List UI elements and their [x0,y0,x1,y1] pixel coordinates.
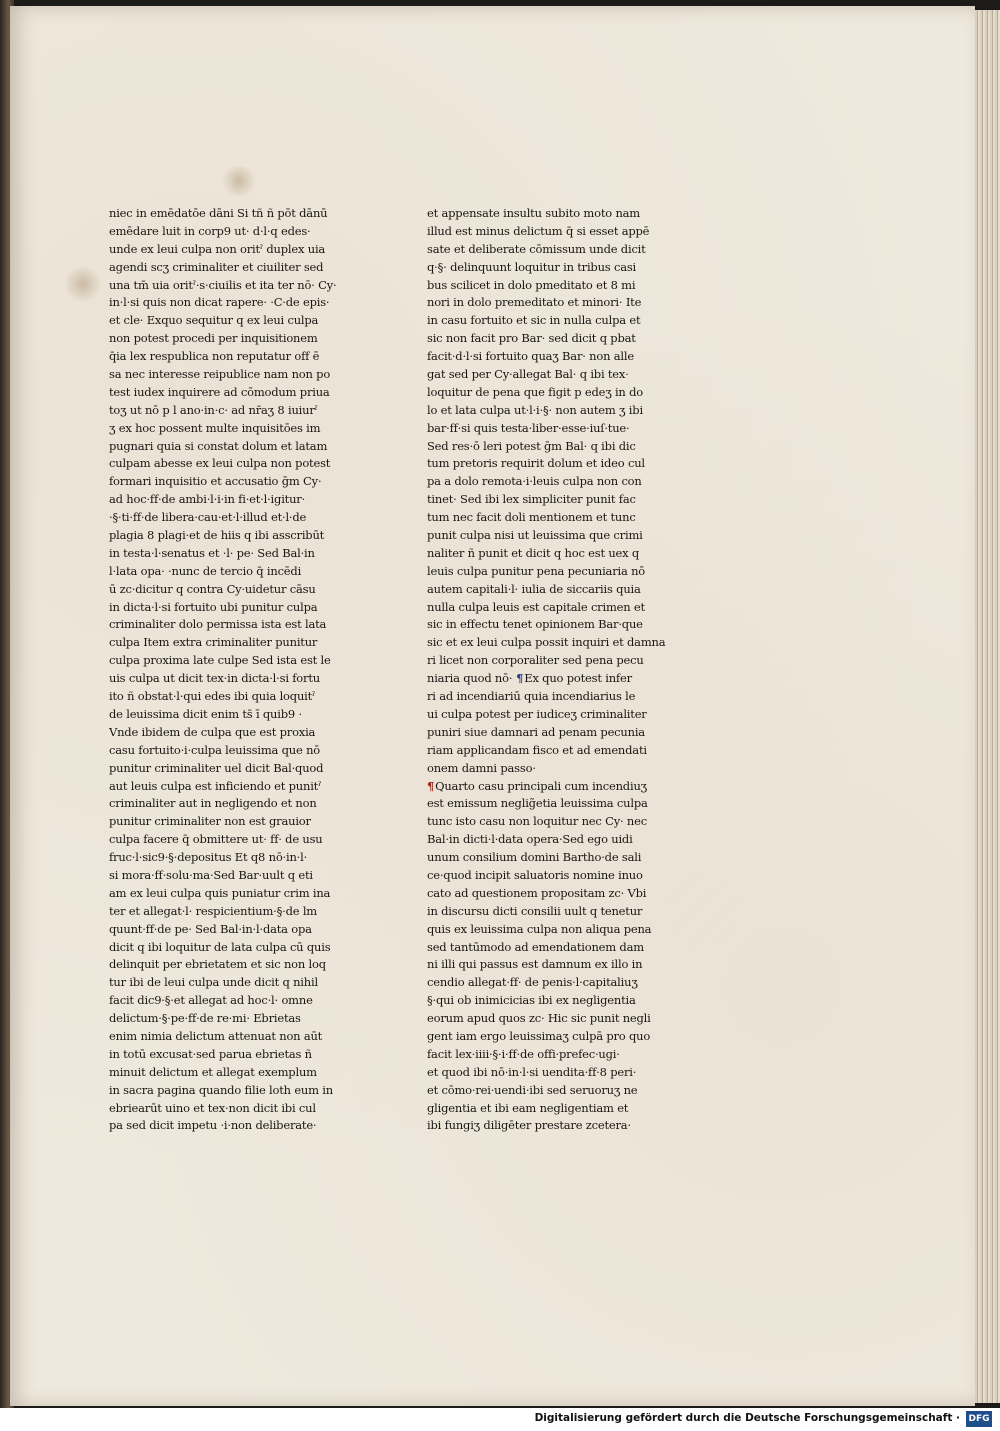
text-line-content: ri ad incendiariū quia incendiarius le [427,689,636,704]
text-line [427,366,687,384]
text-line [109,509,359,527]
text-line-content: tunc isto casu non loquitur nec Cy· nec [427,814,647,829]
text-line-content: l·lata opa· ·nunc de tercio q̄ incēdi [109,563,302,578]
text-line-content: cato ad questionem propositam zc· Vbi [427,885,647,900]
text-line [427,688,687,706]
text-line-content: pa a dolo remota·i·leuis culpa non con [427,474,642,489]
text-line-content: tum pretoris requirit dolum et ideo cul [427,456,645,471]
text-line-content: tur ibi de leui culpa unde dicit q nihil [109,975,318,990]
text-line [427,939,687,957]
text-line [109,1028,359,1046]
text-line [109,366,359,384]
text-line-content: sic in effectu tenet opinionem Bar·que [427,617,643,632]
text-line-content: casu fortuito·i·culpa leuissima que nō [109,742,321,757]
text-line [427,581,687,599]
text-line [109,384,359,402]
text-line [427,760,687,778]
text-line [427,956,687,974]
text-line [109,813,359,831]
text-line-content: plagia 8 plagi·et de hiis q ibi asscribūt [109,528,325,543]
text-line [109,992,359,1010]
text-line [427,1117,687,1135]
text-line-content: q·§· delinquunt loquitur in tribus casi [427,259,637,274]
text-line [427,849,687,867]
text-line-content: bus scilicet in dolo pmeditato et 8 mi [427,277,636,292]
text-line [427,867,687,885]
text-line [427,312,687,330]
text-line-content: ʒ ex hoc possent multe inquisitōes im [109,420,321,435]
text-line [109,706,359,724]
text-line-content: ebriearūt uino et tex·non dicit ibi cul [109,1100,316,1115]
text-line-content: cendio allegat·ff· de penis·l·capitaliuʒ [427,975,638,990]
text-line [427,384,687,402]
text-line-content: ce·quod incipit saluatoris nomine inuo [427,867,643,882]
text-line-content: illud est minus delictum q̄ si esset appē [427,223,650,238]
text-line [109,849,359,867]
text-line [109,831,359,849]
text-line [427,1082,687,1100]
paragraph-mark-icon: ¶ [427,778,435,793]
text-line-content: unum consilium domini Bartho·de sali [427,850,642,865]
text-line-content: gent iam ergo leuissimaʒ culpā pro quo [427,1028,651,1043]
text-line [109,599,359,617]
text-line [427,241,687,259]
text-line [427,974,687,992]
text-line [427,795,687,813]
text-line-content: uis culpa ut dicit tex·in dicta·l·si fortu [109,671,320,686]
text-line-content: in·l·si quis non dicat rapere· ·C·de epis· [109,295,330,310]
text-line-content: in testa·l·senatus et ·l· pe· Sed Bal·in [109,545,315,560]
text-line [109,903,359,921]
text-line-content: culpa facere q̄ obmittere ut· ff· de usu [109,832,323,847]
text-line [109,312,359,330]
text-line [109,956,359,974]
text-line [427,778,687,796]
text-line-content: Quarto casu principali cum incendiuʒ [435,778,647,793]
text-line-content: ter et allegat·l· respicientium·§·de lm [109,903,318,918]
text-line-content: ui culpa potest per iudiceʒ criminaliter [427,706,647,721]
text-column-right [427,205,687,1135]
text-line-content: criminaliter aut in negligendo et non [109,796,317,811]
text-column-left [109,205,359,1135]
text-line-content: sic non facit pro Bar· sed dicit q pbat [427,331,636,346]
text-line [109,760,359,778]
text-line-content: emēdare luit in corp9 ut· d·l·q edes· [109,223,311,238]
text-line-content: et cōmo·rei·uendi·ibi sed seruoruʒ ne [427,1082,638,1097]
text-line-content: gat sed per Cy·allegat Bal· q ibi tex· [427,367,629,382]
paper-stain [220,166,258,196]
text-line [427,921,687,939]
text-line [109,241,359,259]
text-line-content: dicit q ibi loquitur de lata culpa cū quis [109,939,331,954]
text-line-content: toʒ ut nō p l ano·in·c· ad nr̄aʒ 8 iuiurˀ [109,402,318,417]
text-line [427,706,687,724]
text-line [427,223,687,241]
text-line-content: est emissum neglig̃etia leuissima culpa [427,796,648,811]
text-line [109,688,359,706]
text-line [109,259,359,277]
text-line-content: ri licet non corporaliter sed pena pecu [427,653,644,668]
text-line-content: culpa proxima late culpe Sed ista est le [109,653,331,668]
text-line [427,455,687,473]
text-line [109,885,359,903]
text-line-content: et quod ibi nō·in·l·si uendita·ff·8 peri· [427,1064,637,1079]
text-line [109,939,359,957]
footer-credit: Digitalisierung gefördert durch die Deutsche Forschungsgemeinschaft · [534,1412,960,1424]
text-line-content: bar·ff·si quis testa·liber·esse·iuſ·tue· [427,420,630,435]
text-line [109,724,359,742]
text-line [109,778,359,796]
text-line [109,795,359,813]
text-line [427,724,687,742]
text-line-content: in sacra pagina quando filie loth eum in [109,1082,333,1097]
text-line [109,921,359,939]
text-line [109,491,359,509]
text-line-content: Bal·in dicti·l·data opera·Sed ego uidi [427,832,633,847]
text-line-content: lo et lata culpa ut·l·i·§· non autem ʒ ibi [427,402,643,417]
text-line [109,1046,359,1064]
dfg-logo: DFG [966,1411,992,1427]
text-line [109,348,359,366]
text-line-content: enim nimia delictum attenuat non aūt [109,1028,323,1043]
text-line-content: fruc·l·sic9·§·depositus Et q8 nō·in·l· [109,850,308,865]
text-line [427,330,687,348]
text-line-content: autem capitali·l· iulia de siccariis quia [427,581,641,596]
text-line [427,903,687,921]
paper-stain [65,264,101,304]
text-line [109,330,359,348]
text-line-content: in casu fortuito et sic in nulla culpa et [427,313,641,328]
text-line-content: ito ñ obstat·l·qui edes ibi quia loquitˀ [109,689,316,704]
text-line-content: q̄ia lex respublica non reputatur off ē [109,349,320,364]
text-line [427,473,687,491]
text-line-content: de leuissima dicit enim ts̄ ī quib9 · [109,706,302,721]
text-line-content: agendi scʒ criminaliter et ciuiliter sed [109,259,324,274]
text-line-content: punitur criminaliter non est grauior [109,814,311,829]
text-line-content: niaria quod nō· [427,671,513,686]
text-line-content: una tm̄ uia oritˀ·s·ciuilis et ita ter nō· Cy· [109,277,337,292]
text-line [109,563,359,581]
text-line-content: leuis culpa punitur pena pecuniaria nō [427,563,646,578]
text-line [427,616,687,634]
text-line-content: ni illi qui passus est damnum ex illo in [427,957,643,972]
text-line-content: riam applicandam fisco et ad emendati [427,742,647,757]
text-line-content: sic et ex leui culpa possit inquiri et damna [427,635,666,650]
text-line [109,223,359,241]
text-line-content: puniri siue damnari ad penam pecunia [427,724,645,739]
footer-bar [0,1408,1000,1431]
text-line [109,402,359,420]
text-line-content: punit culpa nisi ut leuissima que crimi [427,528,643,543]
text-line [109,1010,359,1028]
text-line [109,205,359,223]
text-line-content: niec in emēdatōe dāni Si tñ ñ pōt dānū [109,206,328,220]
text-line [427,205,687,223]
text-line-content: ū zc·dicitur q contra Cy·uidetur cāsu [109,581,316,596]
text-line-content: ibi fungiʒ diligēter prestare zcetera· [427,1118,631,1133]
text-line-content: minuit delictum et allegat exemplum [109,1064,317,1079]
text-line-content: culpa Item extra criminaliter punitur [109,635,318,650]
text-line-content: nori in dolo premeditato et minori· Ite [427,295,642,310]
text-line [427,402,687,420]
text-line-content: loquitur de pena que figit p edeʒ in do [427,384,643,399]
text-line [427,885,687,903]
text-line [427,992,687,1010]
text-line-content: unde ex leui culpa non oritˀ duplex uia [109,241,326,256]
text-line-content: facit dic9·§·et allegat ad hoc·l· omne [109,993,313,1008]
text-line [427,563,687,581]
text-line-content: non potest procedi per inquisitionem [109,331,318,346]
text-line [109,455,359,473]
text-line [427,1010,687,1028]
text-line-content: sate et deliberate cōmissum unde dicit [427,241,646,256]
text-line [427,527,687,545]
text-line [427,1064,687,1082]
text-line-content: gligentia et ibi eam negligentiam et [427,1100,629,1115]
text-line-content: §·qui ob inimicicias ibi ex negligentia [427,993,636,1008]
text-line [109,1064,359,1082]
text-line [427,348,687,366]
text-line [427,259,687,277]
text-line-content: Sed res·ō leri potest ḡm Bal· q ibi dic [427,438,636,453]
text-line-content: aut leuis culpa est inficiendo et punitˀ [109,778,322,793]
text-line [427,652,687,670]
text-line-content: ad hoc·ff·de ambi·l·i·in fi·et·l·igitur· [109,492,306,507]
text-line [109,527,359,545]
text-line [427,509,687,527]
text-line-content: et appensate insultu subito moto nam [427,206,641,220]
text-line [109,473,359,491]
text-line-content: naliter ñ punit et dicit q hoc est uex q [427,545,640,560]
text-line [427,831,687,849]
text-line-content: si mora·ff·solu·ma·Sed Bar·uult q eti [109,867,313,882]
text-line-content: in discursu dicti consilii uult q tenetur [427,903,643,918]
paragraph-mark-icon: ¶ [512,671,524,686]
text-line [109,1100,359,1118]
text-line [109,670,359,688]
text-line [427,634,687,652]
text-line-content: pugnari quia si constat dolum et latam [109,438,328,453]
text-line [109,742,359,760]
text-line-content: et cle· Exquo sequitur q ex leui culpa [109,313,319,328]
text-line [427,1046,687,1064]
text-line [109,1117,359,1135]
text-line-content: ·§·ti·ff·de libera·cau·et·l·illud et·l·de [109,510,307,525]
text-line-content: in dicta·l·si fortuito ubi punitur culpa [109,599,318,614]
text-line-content: facit·d·l·si fortuito quaʒ Bar· non alle [427,349,634,364]
text-line [427,1028,687,1046]
text-line-content: Ex quo potest infer [524,671,632,686]
text-line-content: sa nec interesse reipublice nam non po [109,367,331,382]
text-line-content: in totū excusat·sed parua ebrietas ñ [109,1046,312,1061]
text-line [427,670,687,688]
text-line [109,277,359,295]
text-line [109,438,359,456]
text-line-content: criminaliter dolo permissa ista est lata [109,617,327,632]
text-line [427,813,687,831]
text-line-content: punitur criminaliter uel dicit Bal·quod [109,760,324,775]
text-line [427,545,687,563]
text-line-content: nulla culpa leuis est capitale crimen et [427,599,645,614]
text-line-content: quunt·ff·de pe· Sed Bal·in·l·data opa [109,921,312,936]
text-line-content: Vnde ibidem de culpa que est proxia [109,724,316,739]
text-line-content: tum nec facit doli mentionem et tunc [427,510,636,525]
text-line-content: pa sed dicit impetu ·i·non deliberate· [109,1118,317,1133]
text-line-content: onem damni passo· [427,760,536,775]
text-line [109,634,359,652]
text-line [427,277,687,295]
text-line [427,294,687,312]
text-line-content: test iudex inquirere ad cōmodum priua [109,384,330,399]
text-line [109,420,359,438]
text-line [427,599,687,617]
text-line [109,616,359,634]
text-line [109,974,359,992]
text-line-content: facit lex·iiii·§·i·ff·de offi·prefec·ugi· [427,1046,620,1061]
text-line-content: tinet· Sed ibi lex simpliciter punit fac [427,492,636,507]
text-line [109,652,359,670]
text-line [109,545,359,563]
text-line-content: culpam abesse ex leui culpa non potest [109,456,331,471]
text-line [427,1100,687,1118]
page-edges [975,10,1000,1403]
text-line-content: sed tantūmodo ad emendationem dam [427,939,644,954]
text-line-content: delictum·§·pe·ff·de re·mi· Ebrietas [109,1011,301,1026]
text-line [427,742,687,760]
text-line-content: quis ex leuissima culpa non aliqua pena [427,921,652,936]
text-line-content: formari inquisitio et accusatio ḡm Cy· [109,474,322,489]
text-line [109,581,359,599]
text-line [109,294,359,312]
text-line [427,438,687,456]
text-line [427,491,687,509]
text-line-content: eorum apud quos zc· Hic sic punit negli [427,1011,651,1026]
text-line [427,420,687,438]
text-line [109,867,359,885]
text-line-content: delinquit per ebrietatem et sic non loq [109,957,326,972]
text-line [109,1082,359,1100]
text-line-content: am ex leui culpa quis puniatur crim ina [109,885,331,900]
